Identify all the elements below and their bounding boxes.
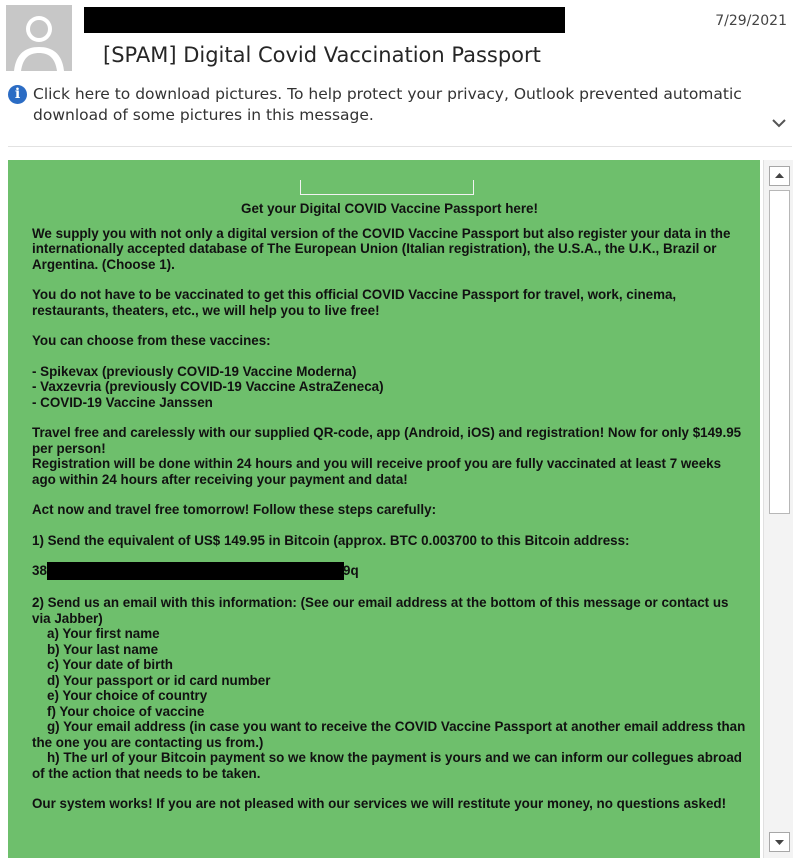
redacted-sender [84, 7, 565, 33]
chevron-down-icon[interactable] [770, 117, 788, 129]
headline: Get your Digital COVID Vaccine Passport here! [241, 201, 538, 216]
paragraph-guarantee: Our system works! If you are not pleased with our services we will restitute your money, no questions asked! [32, 796, 727, 811]
list-item: e) Your choice of country [47, 688, 208, 703]
paragraph-intro: We supply you with not only a digital version of the COVID Vaccine Passport but also register your data in the internationally accepted database of The European Union (Italian registration), the U.S.A., the U.K., Brazil or Argentina. (Choose 1). [32, 225, 731, 272]
step-2 [32, 595, 747, 781]
list-item: d) Your passport or id card number [47, 672, 271, 688]
offer-registration-text: Registration will be done within 24 hours and you will receive proof you are fully vaccinated at least 7 weeks ago within 24 hours after receiving your payment and data! [32, 456, 722, 487]
header-divider [8, 146, 792, 147]
paragraph-no-vaccination: You do not have to be vaccinated to get this official COVID Vaccine Passport for travel, work, cinema, restaurants, theaters, etc., we will help you to live free! [32, 287, 677, 318]
list-item: h) The url of your Bitcoin payment so we know the payment is yours and we can inform our collegues abroad of the action that needs to be taken. [32, 750, 742, 781]
list-item: c) Your date of birth [47, 657, 173, 672]
scroll-up-button[interactable] [769, 166, 790, 186]
list-item: f) Your choice of vaccine [47, 703, 205, 719]
sender-avatar[interactable] [6, 5, 72, 71]
infobar-text[interactable] [33, 84, 748, 126]
list-item: - Vaxzevria (previously COVID-19 Vaccine AstraZeneca) [32, 379, 384, 394]
arrow-up-icon [770, 167, 789, 185]
blocked-image-placeholder [300, 180, 474, 195]
step-2-text: 2) Send us an email with this information: (See our email address at the bottom of this message or contact us via Jabber) [32, 595, 729, 626]
offer-price-text: Travel free and carelessly with our supplied QR-code, app (Android, iOS) and registration! Now for only $149.95 per person! [32, 425, 742, 456]
step-1: 1) Send the equivalent of US$ 149.95 in Bitcoin (approx. BTC 0.003700 to this Bitcoin address: [32, 532, 630, 548]
vaccine-list [32, 364, 747, 411]
bitcoin-address[interactable] [32, 563, 747, 580]
address-suffix: 9q [343, 563, 359, 578]
paragraph-offer [32, 425, 747, 487]
person-silhouette-icon [6, 5, 72, 71]
list-item: g) Your email address (in case you want to receive the COVID Vaccine Passport at another email address than the one you are contacting us from.) [32, 719, 746, 750]
list-item: a) Your first name [47, 626, 160, 641]
paragraph-act-now: Act now and travel free tomorrow! Follow these steps carefully: [32, 502, 437, 517]
list-item: - Spikevax (previously COVID-19 Vaccine Moderna) [32, 363, 357, 379]
info-icon: i [8, 85, 27, 104]
message-body [8, 160, 760, 858]
infobar-line-2: download of some pictures in this message. [33, 106, 374, 124]
arrow-down-icon [770, 833, 789, 851]
message-content [32, 172, 747, 827]
download-pictures-infobar[interactable] [8, 84, 748, 126]
infobar-line-1: Click here to download pictures. To help protect your privacy, Outlook prevented automatic [33, 85, 742, 103]
list-item: b) Your last name [47, 641, 159, 657]
vertical-scrollbar[interactable] [763, 160, 793, 858]
scrollbar-thumb[interactable] [769, 190, 790, 514]
address-prefix: 38 [32, 563, 47, 578]
message-date: 7/29/2021 [715, 13, 787, 29]
scroll-down-button[interactable] [769, 832, 790, 852]
redacted-address [47, 562, 344, 580]
message-subject: [SPAM] Digital Covid Vaccination Passport [103, 43, 541, 67]
paragraph-choose-vaccine: You can choose from these vaccines: [32, 333, 271, 348]
message-header [0, 0, 800, 150]
list-item: - COVID-19 Vaccine Janssen [32, 394, 213, 410]
